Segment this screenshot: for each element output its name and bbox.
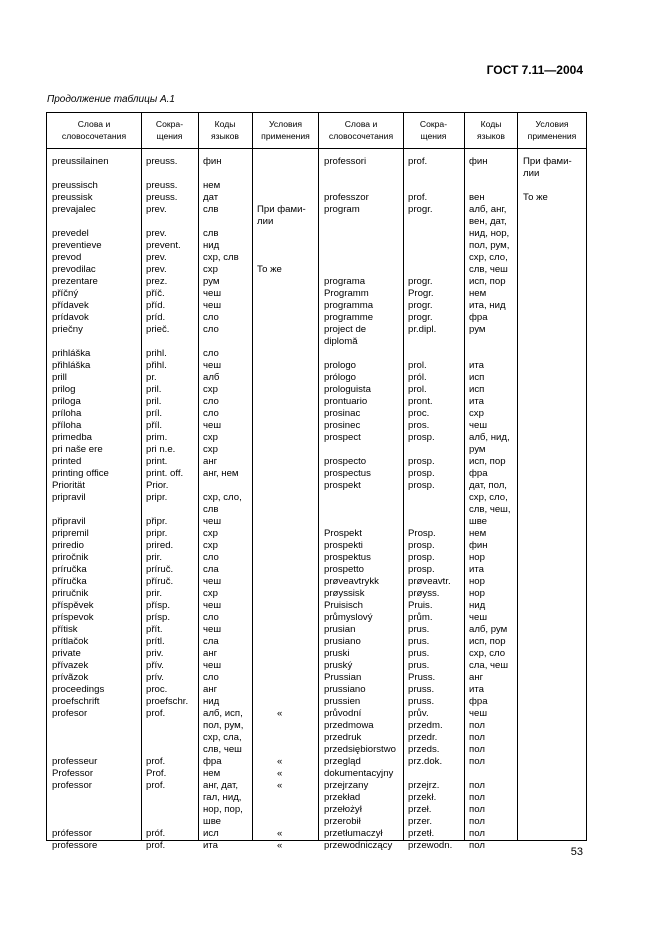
right-word-cell: prøyssisk xyxy=(324,588,365,599)
left-abbreviation-cell: příl. xyxy=(146,420,162,431)
left-language-codes-cell: анг xyxy=(203,648,218,659)
table-continuation-caption: Продолжение таблицы А.1 xyxy=(47,94,175,105)
left-language-codes-cell: сло xyxy=(203,312,219,323)
table-row xyxy=(47,708,586,755)
standard-code: ГОСТ 7.11—2004 xyxy=(486,63,583,77)
right-language-codes-cell: пол xyxy=(469,756,485,767)
left-word-cell: prítlačok xyxy=(52,636,89,647)
left-abbreviation-cell: přív. xyxy=(146,660,164,671)
right-word-cell: prøveavtrykk xyxy=(324,576,379,587)
left-abbreviation-cell: prihl. xyxy=(146,348,167,359)
left-word-cell: prídavok xyxy=(52,312,89,323)
left-language-codes-cell: анг, нем xyxy=(203,468,239,479)
right-abbreviation-cell: prøveavtr. xyxy=(408,576,451,587)
left-abbreviation-cell: print. xyxy=(146,456,168,467)
right-abbreviation-cell: Progr. xyxy=(408,288,434,299)
right-language-codes-cell: фра xyxy=(469,312,488,323)
left-word-cell: priloga xyxy=(52,396,81,407)
right-language-codes-cell: исп xyxy=(469,372,485,383)
right-word-cell: programma xyxy=(324,300,374,311)
right-abbreviation-cell: prosp. xyxy=(408,552,435,563)
header-conditions-left: Условия применения xyxy=(261,119,310,141)
right-condition-cell: При фами- лии xyxy=(523,156,572,179)
left-word-cell: přívazek xyxy=(52,660,89,671)
left-condition-cell: « xyxy=(277,768,283,779)
right-abbreviation-cell: prol. xyxy=(408,384,427,395)
right-language-codes-cell: вен xyxy=(469,192,485,203)
left-abbreviation-cell: prof. xyxy=(146,780,166,791)
right-language-codes-cell: ита xyxy=(469,684,484,695)
right-word-cell: professzor xyxy=(324,192,369,203)
left-language-codes-cell: анг xyxy=(203,684,218,695)
right-abbreviation-cell: progr. xyxy=(408,204,433,215)
left-language-codes-cell: слв xyxy=(203,204,219,215)
right-abbreviation-cell: prof. xyxy=(408,156,428,167)
left-word-cell: prevajalec xyxy=(52,204,96,215)
left-abbreviation-cell: příč. xyxy=(146,288,165,299)
right-word-cell: professori xyxy=(324,156,367,167)
right-language-codes-cell: алб, рум xyxy=(469,624,508,635)
left-word-cell: preussilainen xyxy=(52,156,109,167)
left-word-cell: přihláška xyxy=(52,360,91,371)
table-row xyxy=(47,156,586,180)
left-language-codes-cell: нем xyxy=(203,180,221,191)
right-abbreviation-cell: prol. xyxy=(408,360,427,371)
table-header xyxy=(47,113,586,149)
left-language-codes-cell: чеш xyxy=(203,600,222,611)
left-abbreviation-cell: prevent. xyxy=(146,240,181,251)
right-abbreviation-cell: prosp. xyxy=(408,540,435,551)
left-abbreviation-cell: prof. xyxy=(146,840,166,851)
left-language-codes-cell: анг xyxy=(203,456,218,467)
right-word-cell: prologuista xyxy=(324,384,371,395)
left-language-codes-cell: фин xyxy=(203,156,222,167)
left-abbreviation-cell: príd. xyxy=(146,312,166,323)
left-word-cell: přídavek xyxy=(52,300,89,311)
left-abbreviation-cell: pri n.e. xyxy=(146,444,176,455)
right-word-cell: prologo xyxy=(324,360,357,371)
right-language-codes-cell: ита, нид xyxy=(469,300,506,311)
right-word-cell: prospektus xyxy=(324,552,371,563)
left-condition-cell: « xyxy=(277,756,283,767)
right-language-codes-cell: фин xyxy=(469,156,488,167)
left-word-cell: professor xyxy=(52,780,92,791)
left-abbreviation-cell: prieč. xyxy=(146,324,170,335)
right-word-cell: program xyxy=(324,204,360,215)
left-language-codes-cell: чеш xyxy=(203,624,222,635)
header-conditions-right: Условия применения xyxy=(527,119,577,141)
left-abbreviation-cell: prir. xyxy=(146,588,162,599)
right-word-cell: przegląd xyxy=(324,756,361,767)
right-word-cell: prólogo xyxy=(324,372,357,383)
left-language-codes-cell: ита xyxy=(203,840,218,851)
left-word-cell: proefschrift xyxy=(52,696,100,707)
right-word-cell: przewodniczący xyxy=(324,840,393,851)
right-language-codes-cell: исп, пор xyxy=(469,636,506,647)
right-language-codes-cell: ита xyxy=(469,360,484,371)
left-word-cell: prevedel xyxy=(52,228,89,239)
right-word-cell: Prospekt xyxy=(324,528,362,539)
left-word-cell: printed xyxy=(52,456,82,467)
left-abbreviation-cell: prísp. xyxy=(146,612,170,623)
left-word-cell: příloha xyxy=(52,420,82,431)
left-language-codes-cell: рум xyxy=(203,276,220,287)
right-abbreviation-cell: prův. przedm. przedr. przeds. xyxy=(408,708,443,755)
right-word-cell: przetłumaczył xyxy=(324,828,383,839)
left-abbreviation-cell: Prior. xyxy=(146,480,169,491)
left-word-cell: príručka xyxy=(52,564,87,575)
right-abbreviation-cell: Pruss. xyxy=(408,672,436,683)
left-condition-cell: « xyxy=(277,828,283,839)
left-language-codes-cell: слв xyxy=(203,228,219,239)
left-language-codes-cell: сло xyxy=(203,408,219,419)
left-language-codes-cell: чеш xyxy=(203,576,222,587)
right-abbreviation-cell: pros. xyxy=(408,420,430,431)
left-abbreviation-cell: próf. xyxy=(146,828,166,839)
right-abbreviation-cell: proc. xyxy=(408,408,430,419)
left-word-cell: přítisk xyxy=(52,624,78,635)
left-language-codes-cell: схр xyxy=(203,540,218,551)
right-word-cell: Prussian xyxy=(324,672,362,683)
left-abbreviation-cell: prív. xyxy=(146,672,164,683)
right-language-codes-cell: нор xyxy=(469,552,485,563)
left-condition-cell: При фами- лии xyxy=(257,204,306,227)
left-word-cell: printing office xyxy=(52,468,109,479)
abbreviation-table xyxy=(46,112,587,851)
right-language-codes-cell: чеш xyxy=(469,420,488,431)
right-word-cell: prospecto xyxy=(324,456,367,467)
right-abbreviation-cell: prøyss. xyxy=(408,588,440,599)
left-language-codes-cell: сла xyxy=(203,636,219,647)
left-word-cell: preussisch xyxy=(52,180,98,191)
left-abbreviation-cell: pripr. xyxy=(146,492,168,503)
right-condition-cell: То же xyxy=(523,192,548,203)
left-language-codes-cell: сло xyxy=(203,396,219,407)
left-word-cell: příčný xyxy=(52,288,79,299)
right-language-codes-cell: дат, пол, схр, сло, слв, чеш, шве xyxy=(469,480,511,527)
right-language-codes-cell: нор xyxy=(469,576,485,587)
left-abbreviation-cell: príruč. xyxy=(146,564,174,575)
left-condition-cell: « xyxy=(277,840,283,851)
right-word-cell: průmyslový xyxy=(324,612,373,623)
left-abbreviation-cell: prev. xyxy=(146,204,167,215)
table-row xyxy=(47,780,586,827)
right-abbreviation-cell: przewodn. xyxy=(408,840,453,851)
left-word-cell: proceedings xyxy=(52,684,105,695)
right-word-cell: programme xyxy=(324,312,374,323)
left-word-cell: prívãzok xyxy=(52,672,89,683)
header-words-right: Слова и словосочетания xyxy=(328,119,394,141)
left-word-cell: priečny xyxy=(52,324,83,335)
right-language-codes-cell: рум xyxy=(469,324,486,335)
right-word-cell: prusiano xyxy=(324,636,361,647)
left-abbreviation-cell: priv. xyxy=(146,648,164,659)
right-abbreviation-cell: prům. xyxy=(408,612,433,623)
left-abbreviation-cell: prez. xyxy=(146,276,168,287)
left-condition-cell: « xyxy=(277,780,283,791)
left-language-codes-cell: схр xyxy=(203,264,218,275)
right-abbreviation-cell: prosp. xyxy=(408,432,435,443)
left-language-codes-cell: сло xyxy=(203,324,219,335)
right-abbreviation-cell: przetł. xyxy=(408,828,435,839)
right-word-cell: przejrzany przekład przełożył przerobił xyxy=(324,780,369,827)
right-abbreviation-cell: prus. xyxy=(408,624,430,635)
header-codes-left: Коды языков xyxy=(211,119,239,141)
right-language-codes-cell: ита xyxy=(469,564,484,575)
right-abbreviation-cell: pról. xyxy=(408,372,427,383)
left-word-cell: private xyxy=(52,648,81,659)
left-abbreviation-cell: print. off. xyxy=(146,468,184,479)
right-word-cell: prospectus xyxy=(324,468,371,479)
left-word-cell: prilog xyxy=(52,384,76,395)
right-language-codes-cell: чеш xyxy=(469,612,488,623)
right-word-cell: pruský xyxy=(324,660,353,671)
right-language-codes-cell: сла, чеш xyxy=(469,660,509,671)
left-word-cell: Priorität xyxy=(52,480,86,491)
left-word-cell: professeur xyxy=(52,756,98,767)
right-language-codes-cell: нор xyxy=(469,588,485,599)
left-word-cell: pripravil xyxy=(52,492,86,503)
left-abbreviation-cell: přihl. xyxy=(146,360,167,371)
left-language-codes-cell: чеш xyxy=(203,420,222,431)
left-word-cell: Professor xyxy=(52,768,94,779)
left-language-codes-cell: нем xyxy=(203,768,221,779)
left-abbreviation-cell: proc. xyxy=(146,684,168,695)
right-abbreviation-cell: prosp. xyxy=(408,468,435,479)
right-language-codes-cell: фин xyxy=(469,540,488,551)
left-abbreviation-cell: preuss. xyxy=(146,156,178,167)
left-language-codes-cell: алб, исп, пол, рум, схр, сла, слв, чеш xyxy=(203,708,244,755)
right-word-cell: dokumentacyjny xyxy=(324,768,394,779)
left-word-cell: primedba xyxy=(52,432,92,443)
right-language-codes-cell: чеш пол пол пол xyxy=(469,708,488,755)
right-language-codes-cell: схр xyxy=(469,408,484,419)
left-word-cell: připravil xyxy=(52,516,86,527)
left-language-codes-cell: сла xyxy=(203,564,219,575)
table-row xyxy=(47,324,586,348)
left-word-cell: prill xyxy=(52,372,67,383)
right-abbreviation-cell: prof. xyxy=(408,192,428,203)
right-word-cell: prospekt xyxy=(324,480,361,491)
right-abbreviation-cell: progr. xyxy=(408,276,433,287)
right-language-codes-cell: фра xyxy=(469,696,488,707)
left-language-codes-cell: нид xyxy=(203,240,220,251)
left-language-codes-cell: дат xyxy=(203,192,219,203)
left-word-cell: prófessor xyxy=(52,828,92,839)
left-abbreviation-cell: prir. xyxy=(146,552,162,563)
right-word-cell: prospekti xyxy=(324,540,363,551)
left-word-cell: prevodilac xyxy=(52,264,96,275)
right-word-cell: prusian xyxy=(324,624,356,635)
left-abbreviation-cell: připr. xyxy=(146,516,168,527)
left-language-codes-cell: схр, сло, слв xyxy=(203,492,242,515)
left-abbreviation-cell: pril. xyxy=(146,396,162,407)
left-word-cell: preventieve xyxy=(52,240,102,251)
right-abbreviation-cell: przejrz. przekł. przeł. przer. xyxy=(408,780,440,827)
left-word-cell: príloha xyxy=(52,408,82,419)
left-language-codes-cell: схр xyxy=(203,432,218,443)
left-abbreviation-cell: prev. xyxy=(146,252,167,263)
left-abbreviation-cell: príl. xyxy=(146,408,162,419)
left-word-cell: pri naše ere xyxy=(52,444,103,455)
left-language-codes-cell: схр xyxy=(203,528,218,539)
table-row xyxy=(47,492,586,516)
left-language-codes-cell: схр xyxy=(203,444,218,455)
right-language-codes-cell: нем xyxy=(469,528,487,539)
left-word-cell: preussisk xyxy=(52,192,93,203)
table-row xyxy=(47,840,586,864)
right-word-cell: prosinec xyxy=(324,420,361,431)
right-abbreviation-cell: prus. xyxy=(408,660,430,671)
left-abbreviation-cell: Prof. xyxy=(146,768,167,779)
right-language-codes-cell: анг xyxy=(469,672,484,683)
left-abbreviation-cell: proefschr. xyxy=(146,696,189,707)
left-word-cell: prihláška xyxy=(52,348,91,359)
left-abbreviation-cell: preuss. xyxy=(146,192,178,203)
right-language-codes-cell: ита xyxy=(469,396,484,407)
left-abbreviation-cell: preuss. xyxy=(146,180,178,191)
right-language-codes-cell: алб, анг, вен, дат, нид, нор, пол, рум, схр, сло, слв, чеш xyxy=(469,204,510,275)
right-language-codes-cell: исп xyxy=(469,384,485,395)
right-abbreviation-cell: pruss. xyxy=(408,696,435,707)
right-word-cell: průvodní przedmowa przedruk przedsiębiorstwo xyxy=(324,708,396,755)
right-word-cell: prosinac xyxy=(324,408,361,419)
left-language-codes-cell: нид xyxy=(203,696,220,707)
right-language-codes-cell: алб, нид, рум xyxy=(469,432,510,455)
left-language-codes-cell: сло xyxy=(203,348,219,359)
left-word-cell: příručka xyxy=(52,576,87,587)
left-abbreviation-cell: pripr. xyxy=(146,528,168,539)
header-codes-right: Коды языков xyxy=(477,119,505,141)
left-abbreviation-cell: prítl. xyxy=(146,636,165,647)
left-word-cell: prezentare xyxy=(52,276,98,287)
left-abbreviation-cell: příruč. xyxy=(146,576,174,587)
right-language-codes-cell: пол xyxy=(469,840,485,851)
right-abbreviation-cell: pr.dipl. xyxy=(408,324,437,335)
left-word-cell: príspevok xyxy=(52,612,94,623)
left-abbreviation-cell: prof. xyxy=(146,708,166,719)
left-word-cell: priročnik xyxy=(52,552,89,563)
right-word-cell: prospect xyxy=(324,432,361,443)
left-language-codes-cell: сло xyxy=(203,612,219,623)
left-language-codes-cell: чеш xyxy=(203,360,222,371)
right-language-codes-cell: нид xyxy=(469,600,486,611)
left-language-codes-cell: схр xyxy=(203,588,218,599)
left-abbreviation-cell: prof. xyxy=(146,756,166,767)
right-abbreviation-cell: prosp. xyxy=(408,456,435,467)
right-abbreviation-cell: progr. xyxy=(408,300,433,311)
left-language-codes-cell: сло xyxy=(203,552,219,563)
left-word-cell: professore xyxy=(52,840,98,851)
left-abbreviation-cell: prired. xyxy=(146,540,174,551)
left-language-codes-cell: анг, дат, гал, нид, нор, пор, шве xyxy=(203,780,243,827)
left-language-codes-cell: сло xyxy=(203,672,219,683)
header-abbr-right: Сокра- щения xyxy=(419,119,448,141)
right-language-codes-cell: пол пол пол пол xyxy=(469,780,485,827)
right-word-cell: prontuario xyxy=(324,396,368,407)
right-abbreviation-cell: progr. xyxy=(408,312,433,323)
header-words-left: Слова и словосочетания xyxy=(61,119,127,141)
right-word-cell: Programm xyxy=(324,288,369,299)
left-abbreviation-cell: prev. xyxy=(146,264,167,275)
left-abbreviation-cell: pril. xyxy=(146,384,162,395)
right-language-codes-cell: фра xyxy=(469,468,488,479)
left-word-cell: prevod xyxy=(52,252,82,263)
left-language-codes-cell: исл xyxy=(203,828,219,839)
left-abbreviation-cell: prim. xyxy=(146,432,168,443)
right-word-cell: prospetto xyxy=(324,564,365,575)
left-abbreviation-cell: pr. xyxy=(146,372,157,383)
left-abbreviation-cell: příd. xyxy=(146,300,166,311)
page-number: 53 xyxy=(570,846,583,858)
right-word-cell: prussiano xyxy=(324,684,366,695)
left-language-codes-cell: чеш xyxy=(203,288,222,299)
right-abbreviation-cell: prosp. xyxy=(408,480,435,491)
left-language-codes-cell: фра xyxy=(203,756,222,767)
right-language-codes-cell: исп, пор xyxy=(469,276,506,287)
right-abbreviation-cell: prus. xyxy=(408,648,430,659)
right-abbreviation-cell: prz.dok. xyxy=(408,756,443,767)
right-abbreviation-cell: pront. xyxy=(408,396,433,407)
left-condition-cell: « xyxy=(277,708,283,719)
left-word-cell: priredio xyxy=(52,540,84,551)
right-word-cell: Pruisisch xyxy=(324,600,363,611)
right-abbreviation-cell: Prosp. xyxy=(408,528,436,539)
header-abbr-left: Сокра- щения xyxy=(155,119,184,141)
left-language-codes-cell: схр, слв xyxy=(203,252,239,263)
left-language-codes-cell: чеш xyxy=(203,660,222,671)
right-language-codes-cell: нем xyxy=(469,288,487,299)
right-abbreviation-cell: Pruis. xyxy=(408,600,433,611)
right-language-codes-cell: пол xyxy=(469,828,485,839)
left-abbreviation-cell: přísp. xyxy=(146,600,170,611)
left-language-codes-cell: чеш xyxy=(203,300,222,311)
right-word-cell: project de diplomă xyxy=(324,324,367,347)
left-abbreviation-cell: přít. xyxy=(146,624,163,635)
left-language-codes-cell: чеш xyxy=(203,516,222,527)
right-language-codes-cell: схр, сло xyxy=(469,648,506,659)
right-word-cell: pruski xyxy=(324,648,350,659)
left-word-cell: pripremil xyxy=(52,528,89,539)
left-language-codes-cell: алб xyxy=(203,372,220,383)
left-word-cell: příspěvek xyxy=(52,600,94,611)
right-word-cell: prussien xyxy=(324,696,361,707)
left-abbreviation-cell: prev. xyxy=(146,228,167,239)
right-word-cell: programa xyxy=(324,276,366,287)
left-word-cell: priručnik xyxy=(52,588,89,599)
left-language-codes-cell: схр xyxy=(203,384,218,395)
right-abbreviation-cell: pruss. xyxy=(408,684,435,695)
right-abbreviation-cell: prus. xyxy=(408,636,430,647)
right-abbreviation-cell: prosp. xyxy=(408,564,435,575)
left-condition-cell: То же xyxy=(257,264,282,275)
left-word-cell: profesor xyxy=(52,708,88,719)
right-language-codes-cell: исп, пор xyxy=(469,456,506,467)
